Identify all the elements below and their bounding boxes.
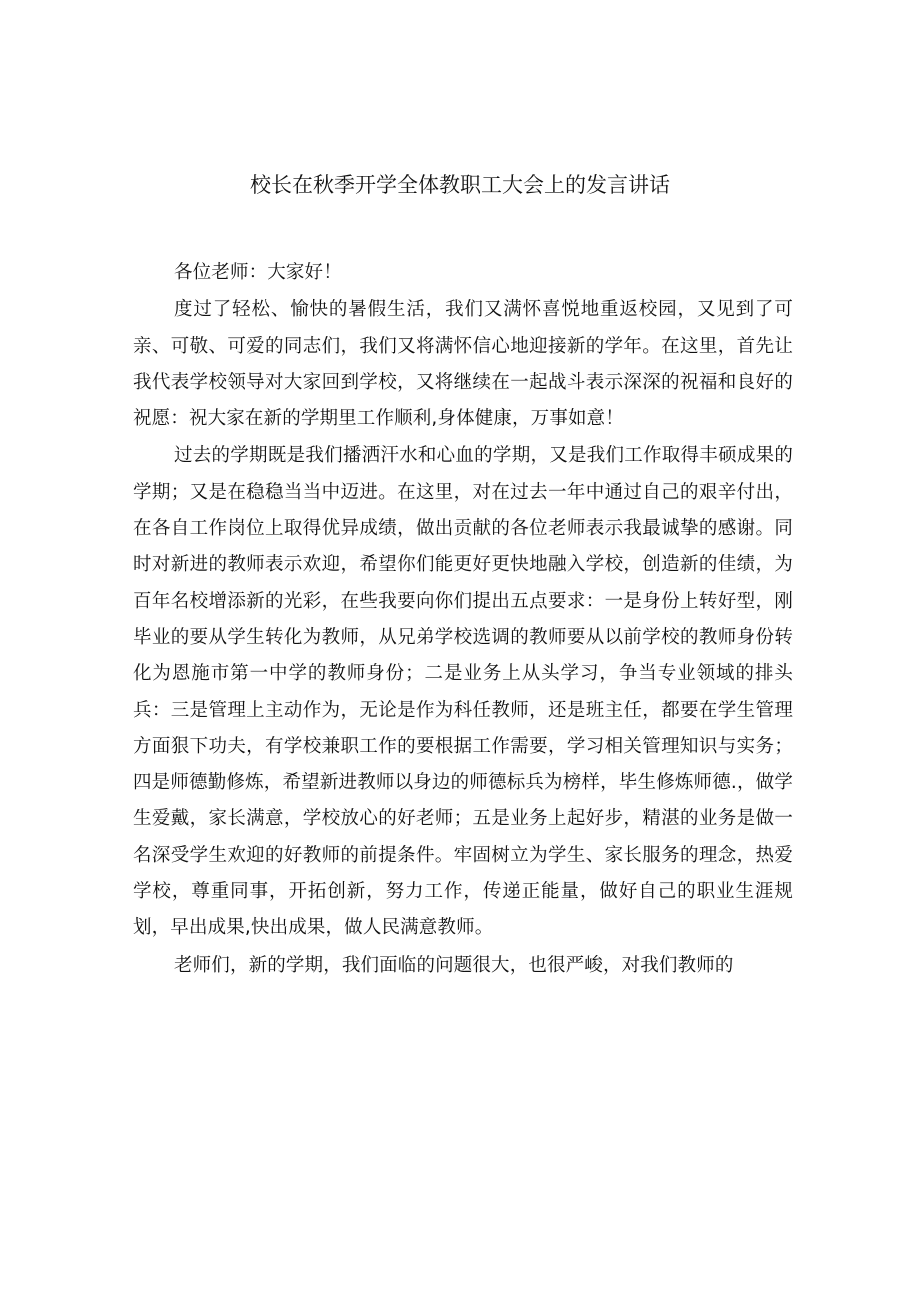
document-body bbox=[133, 255, 793, 985]
paragraph-achievements: 过去的学期既是我们播洒汗水和心血的学期，又是我们工作取得丰硕成果的学期；又是在稳稳当当中迈进。在这里，对在过去一年中通过自己的艰辛付出，在各自工作岗位上取得优异成绩，做出贡献的各位老师表示我最诚挚的感谢。同时对新进的教师表示欢迎，希望你们能更好更快地融入学校，创造新的佳绩，为百年名校增添新的光彩，在些我要向你们提出五点要求：一是身份上转好型，刚毕业的要从学生转化为教师，从兄弟学校选调的教师要从以前学校的教师身份转化为恩施市第一中学的教师身份；二是业务上从头学习，争当专业领域的排头兵：三是管理上主动作为，无论是作为科任教师，还是班主任，都要在学生管理方面狠下功夫，有学校兼职工作的要根据工作需要，学习相关管理知识与实务；四是师德勤修炼，希望新进教师以身边的师德标兵为榜样，毕生修炼师德.，做学生爱戴，家长满意，学校放心的好老师；五是业务上起好步，精湛的业务是做一名深受学生欢迎的好教师的前提条件。牢固树立为学生、家长服务的理念，热爱学校，尊重同事，开拓创新，努力工作，传递正能量，做好自己的职业生涯规划，早出成果,快出成果，做人民满意教师。 bbox=[133, 445, 793, 939]
document-title: 校长在秋季开学全体教职工大会上的发言讲话 bbox=[250, 173, 670, 197]
greeting-paragraph: 各位老师：大家好！ bbox=[174, 262, 342, 283]
paragraph-challenges: 老师们，新的学期，我们面临的问题很大，也很严峻，对我们教师的 bbox=[174, 954, 734, 976]
paragraph-opening: 度过了轻松、愉快的暑假生活，我们又满怀喜悦地重返校园，又见到了可亲、可敬、可爱的同志们，我们又将满怀信心地迎接新的学年。在这里，首先让我代表学校领导对大家回到学校，又将继续在一起战斗表示深深的祝福和良好的祝愿：祝大家在新的学期里工作顺利,身体健康，万事如意！ bbox=[133, 299, 793, 430]
